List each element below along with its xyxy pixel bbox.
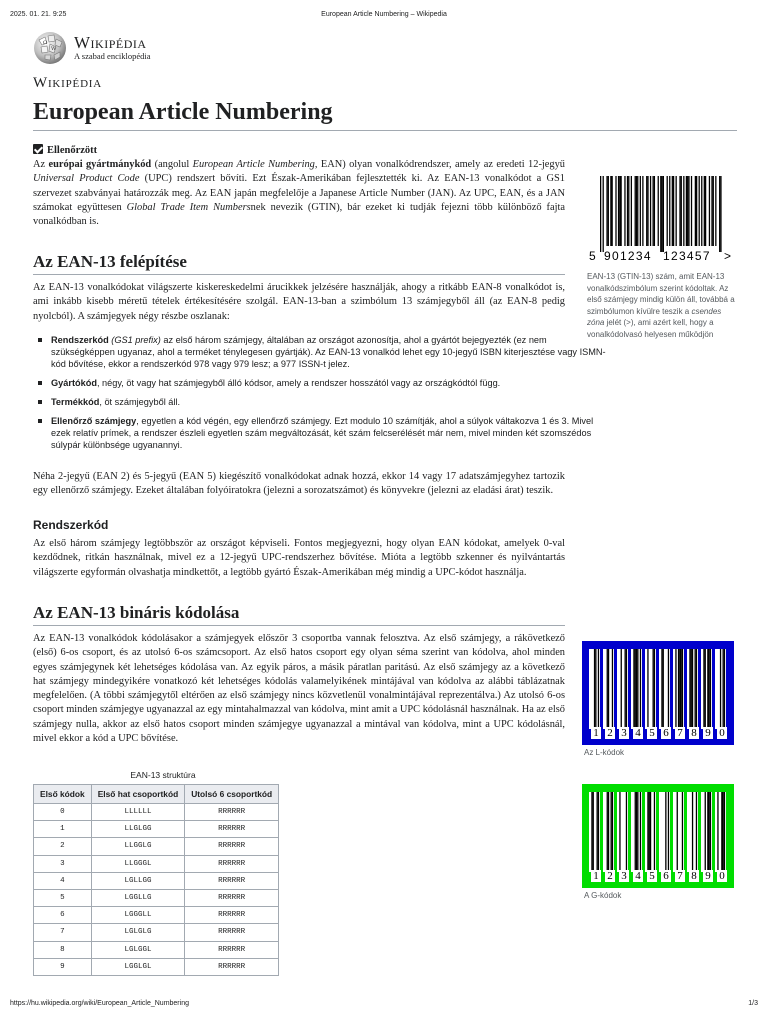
- barcode-bar: [688, 176, 689, 246]
- code-digit: 0: [717, 727, 727, 739]
- code-bar: [689, 649, 690, 729]
- code-digit: 6: [661, 727, 671, 739]
- table-cell: 5: [34, 889, 92, 906]
- code-bar: [696, 649, 697, 729]
- code-digit: 5: [647, 870, 657, 882]
- table-cell: RRRRRR: [185, 889, 279, 906]
- code-bar: [635, 792, 636, 872]
- svg-text:Ω: Ω: [43, 40, 48, 46]
- column-header: Első hat csoportkód: [91, 785, 185, 804]
- code-digit: 8: [689, 870, 699, 882]
- code-bar: [703, 649, 704, 729]
- barcode-bar: [661, 176, 662, 252]
- table-row: [34, 821, 279, 838]
- barcode-bar: [642, 176, 643, 246]
- code-bar: [597, 792, 598, 872]
- code-bar: [593, 792, 594, 872]
- barcode-bar: [624, 176, 625, 246]
- verified-badge[interactable]: [33, 144, 97, 156]
- code-bar: [612, 649, 613, 729]
- code-bar: [705, 792, 706, 872]
- section-divider: [33, 625, 565, 626]
- barcode-bar: [711, 176, 712, 246]
- barcode-bar: [681, 176, 682, 246]
- table-row: [34, 838, 279, 855]
- code-bar: [608, 649, 609, 729]
- barcode-bar: [686, 176, 687, 246]
- barcode-bar: [618, 176, 619, 246]
- table-row: [34, 958, 279, 975]
- l-codes-caption: Az L-kódok: [584, 748, 625, 757]
- table-cell: 0: [34, 804, 92, 821]
- page-title: European Article Numbering: [33, 99, 333, 125]
- verified-label: Ellenőrzött: [47, 145, 98, 156]
- barcode-bar: [646, 176, 647, 246]
- table-row: [34, 872, 279, 889]
- code-digit: 9: [703, 727, 713, 739]
- barcode-bar: [667, 176, 668, 246]
- intro-text: (UPC) rendszert bővíti. Ezt Észak-Amerikában fejlesztették ki. Az EAN-13 vonalkódot a GS1 szervezet szabványai határozzák meg. Az EAN japán megfelelője a Japanese Article Number (JAN). Az UPC, EAN, és a JAN számokat együttesen: [33, 173, 565, 213]
- barcode-bar: [696, 176, 697, 246]
- table-cell: 3: [34, 855, 92, 872]
- barcode-digits-right: 123457: [663, 249, 711, 263]
- barcode-bar: [650, 176, 651, 246]
- barcode-bar: [636, 176, 637, 246]
- g-codes-digits: [588, 864, 728, 882]
- code-bar: [705, 649, 706, 729]
- barcode-bar: [658, 176, 659, 246]
- table-row: [34, 907, 279, 924]
- intro-text: (angolul: [151, 159, 193, 170]
- table-cell: 4: [34, 872, 92, 889]
- code-bar: [678, 649, 679, 729]
- barcode-bar: [637, 176, 638, 246]
- code-digit: 6: [661, 870, 671, 882]
- code-bar: [636, 649, 637, 729]
- barcode-bar: [640, 176, 641, 246]
- subsection-heading-system-code: Rendszerkód: [33, 518, 109, 532]
- code-bar: [682, 649, 683, 729]
- bullet-italic: (GS1 prefix): [108, 335, 161, 345]
- code-digit: 1: [591, 727, 601, 739]
- barcode-bar: [676, 176, 677, 246]
- code-bar: [723, 649, 724, 729]
- code-digit: 8: [689, 727, 699, 739]
- table-cell: RRRRRR: [185, 838, 279, 855]
- code-bar: [621, 649, 622, 729]
- code-digit: 7: [675, 870, 685, 882]
- ean13-barcode-figure[interactable]: [587, 170, 737, 266]
- barcode-bar: [603, 176, 604, 252]
- table-cell: RRRRRR: [185, 872, 279, 889]
- code-bar: [607, 649, 608, 729]
- code-bar: [640, 649, 641, 729]
- code-digit: 3: [619, 727, 629, 739]
- checked-icon: [33, 144, 43, 154]
- code-digit: 1: [591, 870, 601, 882]
- g-codes-figure[interactable]: [582, 784, 734, 888]
- barcode-bar: [709, 176, 710, 246]
- table-cell: 8: [34, 941, 92, 958]
- code-digit: 2: [605, 727, 615, 739]
- code-bar: [668, 792, 669, 872]
- title-divider: [33, 130, 737, 131]
- table-cell: LGGLGL: [91, 958, 185, 975]
- barcode-bar: [654, 176, 655, 246]
- column-header: Első kódok: [34, 785, 92, 804]
- code-bar: [723, 792, 724, 872]
- ean13-figure-caption: [587, 271, 737, 340]
- barcode-bar: [620, 176, 621, 246]
- barcode-bar: [715, 176, 716, 246]
- supplement-paragraph: Néha 2-jegyű (EAN 2) és 5-jegyű (EAN 5) kiegészítő vonalkódokat adnak hozzá, ekkor 14 vagy 17 adatszámjegyhez tartozik egy ellenőrző számjegy. Ezeket általában folyóiratokra (jelezni a sorozatszámot) és könyvekre (jelezni az eladási árat) teszik.: [33, 471, 565, 497]
- system-code-paragraph: Az első három számjegy legtöbbször az országot képviseli. Fontos megjegyezni, hogy olyan EAN kódokat, amelyek 0-val kezdődnek, ritkán használnak, mivel ez a 12-jegyű UPC-rendszerhez bővítése. Mióta a legtöbb szkenner és nyilvántartás világszerte egyformán olvashatja mindkettőt, a legtöbb gyártó Észak-Amerikában még mindig a UPC-kódot használja.: [33, 538, 565, 578]
- code-digit: 4: [633, 870, 643, 882]
- code-bar: [653, 649, 654, 729]
- code-bar: [591, 792, 592, 872]
- code-bar: [721, 792, 722, 872]
- code-bar: [717, 792, 718, 872]
- intro-text: nek nevezik (GTIN), bár ezeket ki tudják fejezni több különböző fajta vonalkódban is.: [33, 201, 565, 228]
- table-cell: 9: [34, 958, 92, 975]
- print-datetime: 2025. 01. 21. 9:25: [10, 11, 67, 18]
- code-bar: [707, 649, 708, 729]
- code-bar: [710, 649, 711, 729]
- bullet-text: , négy, öt vagy hat számjegyből álló kódsor, amely a rendszer hosszától vagy az országkódtól függ.: [96, 378, 501, 388]
- code-bar: [637, 792, 638, 872]
- intro-italic-term: Global Trade Item Numbers: [126, 201, 251, 213]
- wikipedia-globe-icon: [33, 31, 67, 65]
- table-row: [34, 924, 279, 941]
- ean13-structure-table: [33, 784, 279, 976]
- table-cell: RRRRRR: [185, 821, 279, 838]
- table-cell: RRRRRR: [185, 924, 279, 941]
- code-bar: [675, 649, 676, 729]
- code-bar: [598, 649, 599, 729]
- code-bar: [626, 792, 627, 872]
- code-bar: [710, 792, 711, 872]
- barcode-bar: [701, 176, 702, 246]
- code-bar: [607, 792, 608, 872]
- code-bar: [668, 649, 669, 729]
- code-bar: [692, 649, 693, 729]
- bullet-text: , egyetlen a kód végén, egy ellenőrző számjegy. Ezt modulo 10 számítják, ahol a súlyok váltakozva 1 és 3. Mivel ezek relatív prímek, a rendszer észleli egyetlen szám megváltozását, két szám felcserélését már nem, mivel minden két szomszédos súlypár különbsége ugyanannyi.: [51, 416, 594, 450]
- barcode-bar: [720, 176, 721, 252]
- intro-italic-term: European Article Numbering: [192, 159, 315, 170]
- code-bar: [647, 792, 648, 872]
- page-url: https://hu.wikipedia.org/wiki/European_Article_Numbering: [10, 1000, 189, 1007]
- bullet-text: az első három számjegy, általában az országot azonosítja, ahol a gyártót bejegyezték (ez nem szükségképpen ugyanaz, ahol a terméket ténylegesen gyártják). Az EAN-13 vonalkód lehet egy 10-jegyű ISBN kiterjesztése vagy ISMN-kód bővítése, ekkor a rendszerkód 978 vagy 979 lesz; a 977 ISSN-t jelez.: [51, 335, 606, 369]
- code-bar: [619, 792, 620, 872]
- table-cell: LLGLGG: [91, 821, 185, 838]
- code-bar: [677, 792, 678, 872]
- table-row: [34, 804, 279, 821]
- code-bar: [633, 649, 634, 729]
- code-bar: [696, 792, 697, 872]
- caption-text: jelét (>), ami azért kell, hogy a vonalkódolvasó helyesen működjön: [587, 318, 714, 339]
- table-caption: EAN-13 struktúra: [130, 770, 196, 780]
- l-codes-figure[interactable]: [582, 641, 734, 745]
- bullet-text: , öt számjegyből áll.: [99, 397, 181, 407]
- barcode-bar: [610, 176, 611, 246]
- barcode-digit-first: 5: [589, 249, 596, 263]
- code-bar: [636, 792, 637, 872]
- l-codes-digits: [588, 721, 728, 739]
- table-cell: LGLGLG: [91, 924, 185, 941]
- print-header: [10, 11, 758, 23]
- code-bar: [654, 649, 655, 729]
- code-bar: [695, 649, 696, 729]
- barcode-digits-left: 901234: [604, 249, 652, 263]
- table-row: [34, 941, 279, 958]
- code-bar: [608, 792, 609, 872]
- code-bar: [647, 649, 648, 729]
- table-header-row: [34, 785, 279, 804]
- code-digit: 0: [717, 870, 727, 882]
- code-bar: [654, 792, 655, 872]
- print-title: European Article Numbering – Wikipedia: [321, 11, 447, 18]
- table-cell: 1: [34, 821, 92, 838]
- barcode-bar: [612, 176, 613, 246]
- table-cell: LLGGGL: [91, 855, 185, 872]
- code-bar: [635, 649, 636, 729]
- code-digit: 7: [675, 727, 685, 739]
- table-cell: 6: [34, 907, 92, 924]
- table-cell: LLLLLL: [91, 804, 185, 821]
- barcode-bar: [672, 176, 673, 246]
- code-bar: [637, 649, 638, 729]
- bullet-manufacturer-code: [33, 377, 613, 389]
- intro-bold-term: európai gyártmánykód: [48, 159, 152, 170]
- code-bar: [626, 649, 627, 729]
- table-cell: RRRRRR: [185, 941, 279, 958]
- barcode-bar: [705, 176, 706, 246]
- barcode-bar: [660, 176, 661, 252]
- code-digit: 3: [619, 870, 629, 882]
- code-bar: [691, 649, 692, 729]
- table-row: [34, 855, 279, 872]
- code-bar: [709, 792, 710, 872]
- code-bar: [595, 649, 596, 729]
- barcode-bar: [673, 176, 674, 246]
- g-codes-caption: A G-kódok: [584, 891, 622, 900]
- intro-text: , EAN) olyan vonalkódrendszer, amely az eredeti 12-jegyű: [314, 159, 565, 170]
- table-cell: LGGGLL: [91, 907, 185, 924]
- table-cell: 2: [34, 838, 92, 855]
- barcode-bar: [704, 176, 705, 246]
- barcode-bar: [719, 176, 720, 252]
- bullet-term: Gyártókód: [51, 378, 97, 388]
- bullet-term: Ellenőrző számjegy: [51, 416, 137, 426]
- logo-title: Wikipédia: [74, 33, 147, 52]
- logo-subtitle: A szabad enciklopédia: [74, 51, 151, 61]
- bullet-system-code: [33, 334, 613, 370]
- code-bar: [598, 792, 599, 872]
- svg-text:W: W: [51, 46, 57, 52]
- barcode-bar: [691, 176, 692, 246]
- table-cell: LGLGGL: [91, 941, 185, 958]
- code-bar: [665, 792, 666, 872]
- code-digit: 9: [703, 870, 713, 882]
- wikipedia-wordmark: Wikipédia: [33, 75, 103, 91]
- code-bar: [679, 649, 680, 729]
- section-heading-structure: Az EAN-13 felépítése: [33, 252, 187, 271]
- code-bar: [663, 649, 664, 729]
- intro-paragraph: [33, 158, 565, 229]
- bullet-check-digit: [33, 415, 613, 451]
- code-bar: [661, 649, 662, 729]
- table-cell: RRRRRR: [185, 804, 279, 821]
- barcode-bar: [631, 176, 632, 246]
- code-bar: [649, 792, 650, 872]
- barcode-bar: [635, 176, 636, 246]
- barcode-bar: [600, 176, 601, 252]
- table-row: [34, 889, 279, 906]
- code-bar: [707, 792, 708, 872]
- bullet-product-code: [33, 396, 613, 408]
- barcode-bar: [699, 176, 700, 246]
- table-cell: 7: [34, 924, 92, 941]
- code-digit: 2: [605, 870, 615, 882]
- code-bar: [650, 792, 651, 872]
- print-footer: [10, 1000, 758, 1012]
- code-bar: [724, 649, 725, 729]
- table-cell: LGLLGG: [91, 872, 185, 889]
- code-bar: [625, 649, 626, 729]
- structure-paragraph: Az EAN-13 vonalkódokat világszerte kiskereskedelmi árucikkek jelzésére használják, ahogy a ritkább EAN-8 vonalkódot is, ami inkább kisebb méretű tételek értékesítésére szolgál. EAN-13-ban a szimbólum 13 számjegyből áll (az EAN-8 pedig nyolcból). A számjegyek négy részbe oszlanak:: [33, 282, 565, 322]
- barcode-bar: [615, 176, 616, 246]
- table-cell: LGGLLG: [91, 889, 185, 906]
- barcode-bar: [687, 176, 688, 246]
- intro-italic-term: Universal Product Code: [33, 173, 140, 185]
- structure-bullet-list: [33, 334, 613, 458]
- code-bar: [611, 792, 612, 872]
- barcode-bar: [628, 176, 629, 246]
- code-bar: [724, 792, 725, 872]
- intro-text: Az: [33, 159, 49, 170]
- barcode-bar: [606, 176, 607, 246]
- caption-italic: csendes zóna: [587, 306, 722, 327]
- code-bar: [594, 649, 595, 729]
- code-bar: [692, 792, 693, 872]
- table-cell: RRRRRR: [185, 958, 279, 975]
- bullet-term: Rendszerkód: [51, 335, 109, 345]
- table-cell: RRRRRR: [185, 907, 279, 924]
- section-divider: [33, 274, 565, 275]
- code-digit: 4: [633, 727, 643, 739]
- code-bar: [682, 792, 683, 872]
- binary-encoding-paragraph: Az EAN-13 vonalkódok kódolásakor a számjegyek először 3 csoportba vannak felosztva. Az első számjegy, a rákövetkező (első) 6-os csoport, és az utolsó 6-os számcsoport. Az első hatos csoport egy olyan séma szerint van kódolva, ahol minden egyes számjegynek két lehetséges kódolása van. Az egyik páros, a másik páratlan paritású. Az első számjegy az a következő hat számjegy mindegyikére vonatkozó két lehetséges kódolás valamelyikének mintájával van kódolva az alábbi táblázatnak megfelelően. (A többi számjegytől eltérően az első számjegy nincs közvetlenül vonalmintájával reprezentálva.) Az utolsó 6-os csoport minden számjegye ugyanazzal az egy mintahalmazzal van kódolva, mint amit a UPC kódolásnál használnak. Ha az első számjegy nulla, akkor az első hatos csoport minden számjegye ugyanazzal a mintával van kódolva, mint a UPC kódolásnál, mivel ekkor a kód a UPC bővítése.: [33, 633, 565, 745]
- barcode-quiet-zone-mark: >: [724, 249, 732, 263]
- code-bar: [709, 649, 710, 729]
- barcode-bar: [669, 176, 670, 246]
- barcode-bar: [663, 176, 664, 252]
- table-cell: RRRRRR: [185, 855, 279, 872]
- table-cell: LLGGLG: [91, 838, 185, 855]
- code-bar: [720, 649, 721, 729]
- barcode-bar: [619, 176, 620, 246]
- code-bar: [612, 792, 613, 872]
- code-bar: [640, 792, 641, 872]
- caption-text: EAN-13 (GTIN-13) szám, amit EAN-13 vonalkódszimbólum szerint kódoltak. Az első számjegy mindig külön áll, továbbá a szimbólumon kívülre teszik a: [587, 272, 735, 316]
- barcode-bar: [608, 176, 609, 246]
- barcode-bar: [695, 176, 696, 246]
- code-digit: 5: [647, 727, 657, 739]
- page-number: 1/3: [748, 1000, 758, 1007]
- barcode-bar: [713, 176, 714, 246]
- barcode-bar: [627, 176, 628, 246]
- barcode-bar: [683, 176, 684, 246]
- bullet-term: Termékkód: [51, 397, 100, 407]
- barcode-bar: [679, 176, 680, 246]
- barcode-image: [587, 170, 737, 266]
- column-header: Utolsó 6 csoportkód: [185, 785, 279, 804]
- barcode-bar: [647, 176, 648, 246]
- code-bar: [681, 649, 682, 729]
- barcode-bar: [652, 176, 653, 246]
- section-heading-binary-encoding: Az EAN-13 bináris kódolása: [33, 603, 240, 622]
